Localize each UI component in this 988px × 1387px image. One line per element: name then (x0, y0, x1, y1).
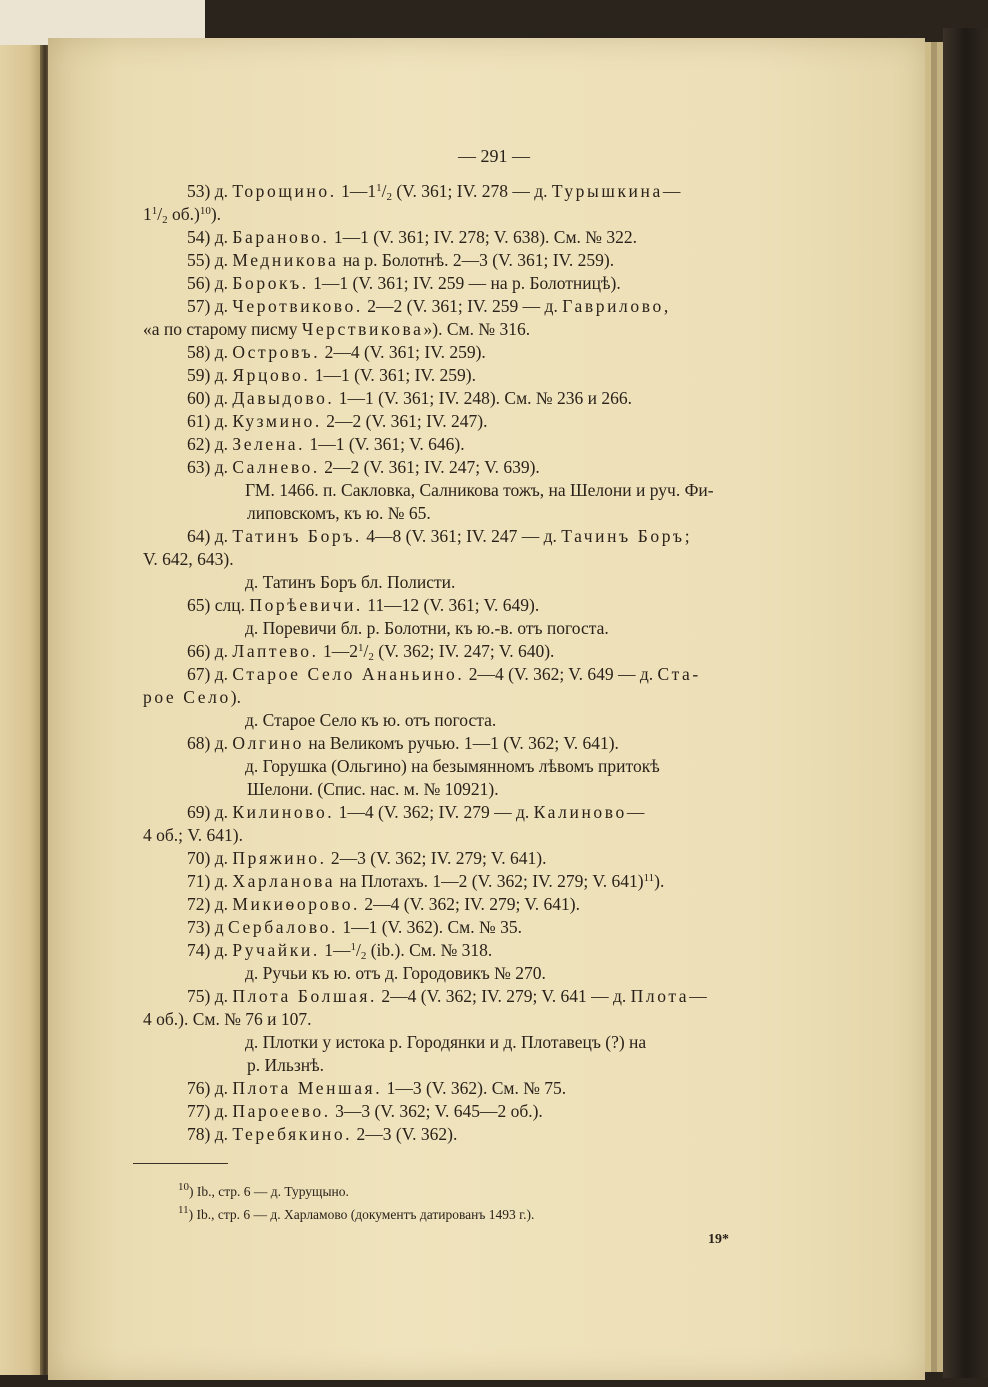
left-page-edge (0, 45, 42, 1375)
modern-identification-note: д. Поревичи бл. р. Болотни, къ ю.-в. отъ погоста. (245, 618, 609, 638)
settlement-type: д. (214, 250, 233, 270)
settlement-name: Пряжино. (232, 848, 327, 868)
settlement-name: Плота Меншая. (232, 1078, 383, 1098)
entry-line (187, 1101, 543, 1121)
entry-details: $1—2^1/_2$ (V. 362; IV. 247; V. 640). (318, 641, 555, 663)
settlement-type: д. (214, 181, 233, 201)
settlement-name: Плота Болшая. (232, 986, 378, 1006)
settlement-name: Сербалово. (227, 917, 338, 937)
entry-number: 71) (187, 871, 215, 891)
entry-line (187, 434, 465, 454)
entry-details: 11—12 (V. 361; V. 649). (362, 595, 540, 615)
settlement-type: д. (214, 986, 233, 1006)
entry-number: 78) (187, 1124, 215, 1144)
footnote-text: ) Ib., стр. 6 — д. Турущыно. (189, 1184, 349, 1199)
footnote (178, 1183, 349, 1201)
modern-identification-note: д. Старое Село къ ю. отъ погоста. (245, 710, 497, 730)
entry-details: на р. Болотнѣ. 2—3 (V. 361; IV. 259). (338, 250, 615, 270)
footnote-text: ) Ib., стр. 6 — д. Харламово (документъ датированъ 1493 г.). (188, 1207, 535, 1222)
settlement-name: Зелена. (232, 434, 306, 454)
entry-line (187, 1124, 457, 1144)
settlement-name: Медникова (232, 250, 339, 270)
entry-line (187, 181, 680, 201)
entry-details: на Плотахъ. 1—2 (V. 362; IV. 279; V. 641)$^{11}$). (335, 871, 665, 891)
signature-mark: 19* (708, 1232, 729, 1247)
entry-number: 69) (187, 802, 215, 822)
page-number: — 291 — (458, 146, 530, 166)
entry-number: 57) (187, 296, 215, 316)
settlement-name: Ручайки. (232, 940, 320, 960)
settlement-type: д. (214, 273, 233, 293)
entry-line (187, 871, 664, 891)
entry-line (187, 411, 487, 431)
settlement-type: д. (214, 894, 233, 914)
modern-identification-note: Шелони. (Спис. нас. м. № 10921). (247, 779, 499, 799)
settlement-name: Ярцово. (232, 365, 311, 385)
settlement-type: д (214, 917, 228, 937)
entry-number: 73) (187, 917, 215, 937)
settlement-type: д. (214, 457, 233, 477)
settlement-name: Порѣевичи. (249, 595, 363, 615)
entry-details: 2—4 (V. 362; IV. 279; V. 641). (360, 894, 580, 914)
settlement-name: Килиново. (232, 802, 335, 822)
settlement-name: Олгино (232, 733, 304, 753)
entry-line (187, 664, 701, 684)
entry-continuation: 4 об.). См. № 76 и 107. (143, 1009, 312, 1029)
settlement-type: д. (214, 342, 233, 362)
settlement-name: Борокъ. (232, 273, 309, 293)
entry-line (187, 1078, 566, 1098)
settlement-name: Пароеево. (232, 1101, 331, 1121)
entry-number: 54) (187, 227, 215, 247)
modern-identification-note: д. Ручьи къ ю. отъ д. Городовикъ № 270. (245, 963, 546, 983)
entry-line (187, 595, 539, 615)
modern-identification-note: д. Горушка (Ольгино) на безымянномъ лѣвомъ притокѣ (245, 756, 660, 776)
entry-details: 1—4 (V. 362; IV. 279 — д. Калиново— (334, 802, 645, 822)
settlement-name: Давыдово. (232, 388, 335, 408)
entry-details: $1—^1/_2$ (ib.). См. № 318. (319, 940, 493, 962)
entry-line (187, 986, 707, 1006)
settlement-type: д. (214, 940, 233, 960)
entry-details: 2—4 (V. 362; V. 649 — д. Ста- (464, 664, 701, 684)
entry-continuation: рое Село). (143, 687, 241, 707)
entry-details: 1—1 (V. 361; IV. 259 — на р. Болотницѣ). (308, 273, 621, 293)
footnote-rule (133, 1163, 228, 1164)
modern-identification-note: д. Татинъ Боръ бл. Полисти. (245, 572, 456, 592)
settlement-type: д. (214, 1124, 233, 1144)
entry-details: $1—1^1/_2$ (V. 361; IV. 278 — д. Турышкина— (336, 181, 681, 203)
entry-details: 1—1 (V. 361; IV. 248). См. № 236 и 266. (334, 388, 632, 408)
settlement-type: д. (214, 664, 233, 684)
settlement-type: д. (214, 802, 233, 822)
entry-number: 66) (187, 641, 215, 661)
footnote (178, 1206, 534, 1224)
entry-details: 2—4 (V. 362; IV. 279; V. 641 — д. Плота— (377, 986, 707, 1006)
footnote-mark: 11 (178, 1204, 189, 1216)
entry-details: 2—2 (V. 361; IV. 247). (321, 411, 488, 431)
entry-number: 63) (187, 457, 215, 477)
entry-continuation: 4 об.; V. 641). (143, 825, 243, 845)
entry-number: 64) (187, 526, 215, 546)
entry-number: 61) (187, 411, 215, 431)
entry-number: 53) (187, 181, 215, 201)
settlement-name: Торощино. (232, 181, 337, 201)
entry-details: 2—4 (V. 361; IV. 259). (320, 342, 486, 362)
entry-continuation: $1^1/_2$ об.)$^{10}$). (143, 204, 222, 226)
entry-line (187, 802, 644, 822)
settlement-name: Старое Село Ананьино. (232, 664, 465, 684)
settlement-name: Татинъ Боръ. (232, 526, 362, 546)
entry-line (187, 917, 522, 937)
modern-identification-note: липовскомъ, къ ю. № 65. (247, 503, 431, 523)
entry-number: 68) (187, 733, 215, 753)
settlement-type: д. (214, 526, 233, 546)
entry-line (187, 273, 621, 293)
entry-details: 1—1 (V. 361; IV. 259). (310, 365, 476, 385)
settlement-type: д. (214, 296, 233, 316)
entry-line (187, 848, 546, 868)
entry-continuation: V. 642, 643). (143, 549, 234, 569)
entry-details: 2—2 (V. 361; IV. 247; V. 639). (319, 457, 540, 477)
entry-details: 1—1 (V. 361; V. 646). (305, 434, 465, 454)
settlement-name: Лаптево. (232, 641, 319, 661)
settlement-type: д. (214, 434, 233, 454)
entry-details: 1—1 (V. 362). См. № 35. (337, 917, 522, 937)
entry-number: 77) (187, 1101, 215, 1121)
entry-number: 60) (187, 388, 215, 408)
settlement-name: Черотвиково. (232, 296, 363, 316)
entry-number: 65) (187, 595, 215, 615)
settlement-name: Теребякино. (232, 1124, 353, 1144)
entry-number: 56) (187, 273, 215, 293)
settlement-name: Бараново. (232, 227, 330, 247)
entry-number: 70) (187, 848, 215, 868)
entry-number: 55) (187, 250, 215, 270)
entry-line (187, 365, 476, 385)
entry-line (187, 388, 632, 408)
modern-identification-note: р. Ильзнѣ. (247, 1055, 325, 1075)
settlement-type: д. (214, 733, 233, 753)
entry-details: 2—3 (V. 362). (352, 1124, 458, 1144)
entry-line (187, 342, 486, 362)
modern-identification-note: д. Плотки у истока р. Городянки и д. Плотавецъ (?) на (245, 1032, 647, 1052)
settlement-type: д. (214, 1101, 233, 1121)
entry-line (187, 894, 580, 914)
settlement-type: д. (214, 1078, 233, 1098)
settlement-type: д. (214, 365, 233, 385)
entry-number: 72) (187, 894, 215, 914)
settlement-type: слц. (214, 595, 250, 615)
entry-line (187, 641, 554, 661)
entry-number: 62) (187, 434, 215, 454)
entry-line (187, 940, 492, 960)
entry-number: 74) (187, 940, 215, 960)
entry-line (187, 296, 668, 316)
entry-line (187, 733, 619, 753)
modern-identification-note: ГМ. 1466. п. Сакловка, Салникова тожъ, на Шелони и руч. Фи- (245, 480, 714, 500)
entry-number: 58) (187, 342, 215, 362)
settlement-name: Харланова (232, 871, 336, 891)
entry-number: 59) (187, 365, 215, 385)
settlement-type: д. (214, 641, 233, 661)
entry-details: 1—1 (V. 361; IV. 278; V. 638). См. № 322. (329, 227, 637, 247)
entry-details: на Великомъ ручью. 1—1 (V. 362; V. 641). (304, 733, 619, 753)
footnote-mark: 10 (178, 1181, 189, 1193)
settlement-name: Микиѳорово. (232, 894, 361, 914)
entry-number: 75) (187, 986, 215, 1006)
entry-line (187, 526, 690, 546)
settlement-type: д. (214, 388, 233, 408)
entry-number: 67) (187, 664, 215, 684)
settlement-type: д. (214, 411, 233, 431)
entry-continuation: «а по старому писму Черствикова»). См. № 316. (143, 319, 531, 339)
entry-details: 2—3 (V. 362; IV. 279; V. 641). (326, 848, 547, 868)
entry-number: 76) (187, 1078, 215, 1098)
entry-details: 4—8 (V. 361; IV. 247 — д. Тачинъ Боръ; (361, 526, 690, 546)
entry-details: 2—2 (V. 361; IV. 259 — д. Гаврилово, (362, 296, 669, 316)
entry-details: 3—3 (V. 362; V. 645—2 об.). (330, 1101, 543, 1121)
entry-details: 1—3 (V. 362). См. № 75. (382, 1078, 567, 1098)
entry-line (187, 250, 614, 270)
settlement-name: Салнево. (232, 457, 320, 477)
entry-line (187, 457, 540, 477)
entry-line (187, 227, 637, 247)
settlement-type: д. (214, 227, 233, 247)
book-cover-edge (943, 28, 988, 1378)
settlement-name: Кузмино. (232, 411, 322, 431)
settlement-name: Островъ. (232, 342, 321, 362)
settlement-type: д. (214, 848, 233, 868)
settlement-type: д. (214, 871, 233, 891)
